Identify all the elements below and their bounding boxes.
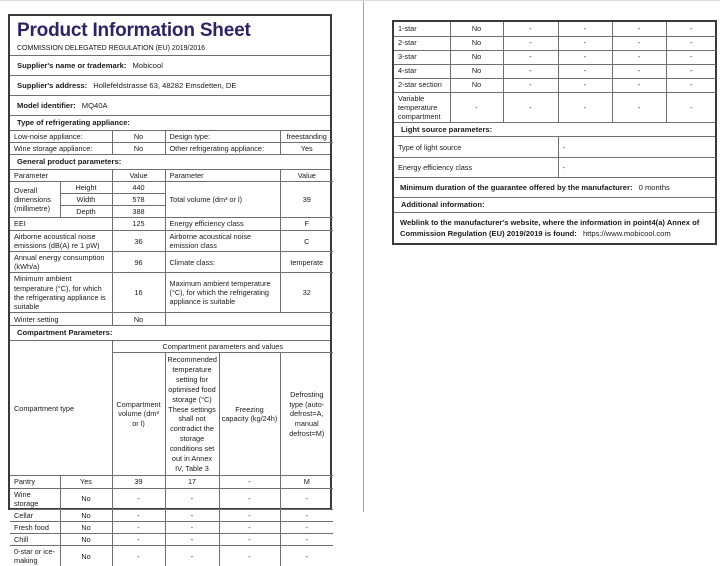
cell-label: Low-noise appliance: — [10, 131, 112, 143]
additional-information-header: Additional information: — [394, 198, 715, 212]
guarantee-label: Minimum duration of the guarantee offered by the manufacturer: — [400, 183, 633, 193]
compartment-row — [10, 476, 333, 488]
cell-value: - — [503, 78, 558, 92]
cell-value: - — [219, 546, 280, 566]
cell-label: Energy efficiency class — [394, 157, 558, 177]
product-information-sheet — [8, 14, 332, 566]
cell-value: - — [503, 36, 558, 50]
model-identifier-label: Model identifier: — [17, 101, 76, 111]
cell-value: F — [280, 217, 333, 230]
cell-value: No — [450, 22, 503, 36]
type-table-section — [10, 131, 330, 155]
cell-value: - — [219, 488, 280, 509]
cell-value: - — [112, 509, 165, 521]
column-header: Parameter — [10, 170, 112, 182]
compartment-row — [394, 36, 716, 50]
cell-label: 2-star section — [394, 78, 450, 92]
compartment-row — [394, 64, 716, 78]
general-parameters-table — [10, 170, 333, 326]
cell-value: - — [503, 64, 558, 78]
supplier-name-value: Mobicool — [132, 61, 163, 70]
column-header: Compartment volume (dm³ or l) — [112, 353, 165, 476]
cell-value: - — [558, 22, 612, 36]
table-header-row — [10, 341, 333, 353]
cell-label: Other refrigerating appliance: — [165, 142, 280, 154]
regulation-subtitle: COMMISSION DELEGATED REGULATION (EU) 2019/2016 — [17, 45, 206, 52]
cell-label: Annual energy consumption (kWh/a) — [10, 252, 112, 273]
cell-value: No — [450, 78, 503, 92]
cell-value: 32 — [280, 273, 333, 312]
cell-value: - — [280, 521, 333, 533]
weblink-label: Weblink to the manufacturer's website, where the information in point4(a) Annex of Commission Regulation (EU) 2019/2019 is found: — [400, 217, 700, 238]
cell-value: No — [112, 312, 165, 325]
table-row — [10, 252, 333, 273]
cell-value: - — [112, 488, 165, 509]
cell-value: - — [558, 78, 612, 92]
cell-value: temperate — [280, 252, 333, 273]
compartment-parameters-table — [10, 341, 333, 566]
cell-value: 578 — [112, 193, 165, 205]
compartment-row — [394, 22, 716, 36]
cell-value: - — [503, 22, 558, 36]
cell-value: - — [558, 137, 716, 157]
cell-label: Design type: — [165, 131, 280, 143]
cell-value: No — [112, 131, 165, 143]
cell-value: - — [666, 22, 716, 36]
cell-label: Fresh food — [10, 521, 60, 533]
weblink-url: https://www.mobicool.com — [582, 228, 671, 238]
cell-label: Wine storage appliance: — [10, 142, 112, 154]
group-header: Compartment parameters and values — [112, 341, 333, 353]
cell-label: Wine storage — [10, 488, 60, 509]
cell-value: - — [165, 488, 219, 509]
cell-value: - — [165, 533, 219, 545]
star-table-section — [394, 22, 715, 123]
cell-value: No — [450, 36, 503, 50]
cell-value: - — [450, 92, 503, 122]
cell-value: - — [280, 488, 333, 509]
cell-value: No — [60, 488, 112, 509]
table-row — [10, 230, 333, 251]
cell-value: - — [165, 521, 219, 533]
cell-value: 125 — [112, 217, 165, 230]
cell-value: - — [558, 92, 612, 122]
cell-label: 0-star or ice-making — [10, 546, 60, 566]
compartment-row — [10, 509, 333, 521]
guarantee-row — [394, 178, 715, 198]
weblink-row — [394, 213, 715, 243]
cell-label: 2-star — [394, 36, 450, 50]
compartment-row — [10, 521, 333, 533]
compartment-row — [394, 50, 716, 64]
cell-label: 1-star — [394, 22, 450, 36]
compartment-row — [10, 533, 333, 545]
page-title: Product Information Sheet — [17, 20, 251, 41]
cell-value: C — [280, 230, 333, 251]
cell-value: - — [112, 521, 165, 533]
table-row — [10, 217, 333, 230]
cell-value: - — [666, 78, 716, 92]
column-header: Value — [112, 170, 165, 182]
compartment-row — [10, 488, 333, 509]
compartment-row — [394, 78, 716, 92]
cell-value: - — [558, 36, 612, 50]
compartment-row — [10, 546, 333, 566]
cell-value: 96 — [112, 252, 165, 273]
cell-value: - — [503, 92, 558, 122]
general-section-header: General product parameters: — [10, 155, 330, 169]
compartment-row — [394, 92, 716, 122]
column-header: Parameter — [165, 170, 280, 182]
page-column-divider — [363, 1, 364, 512]
type-table — [10, 131, 333, 154]
cell-value: 16 — [112, 273, 165, 312]
cell-value: Yes — [280, 142, 333, 154]
light-source-table-section — [394, 137, 715, 178]
cell-label: Airborne acoustical noise emissions (dB(A) re 1 pW) — [10, 230, 112, 251]
cell-value: 17 — [165, 476, 219, 488]
cell-value: - — [558, 50, 612, 64]
guarantee-value: 0 months — [638, 183, 670, 193]
compartment-table-section — [10, 341, 330, 566]
cell-value: - — [280, 533, 333, 545]
cell-value: Yes — [60, 476, 112, 488]
cell-value: - — [280, 546, 333, 566]
cell-value: - — [612, 78, 666, 92]
light-source-section-header: Light source parameters: — [394, 123, 715, 137]
cell-label: Chill — [10, 533, 60, 545]
cell-value: - — [666, 36, 716, 50]
cell-value: No — [450, 50, 503, 64]
cell-value: - — [165, 546, 219, 566]
supplier-address-value: Hollefeldstrasse 63, 48282 Emsdetten, DE — [93, 81, 237, 91]
table-row — [10, 181, 333, 193]
cell-label: Pantry — [10, 476, 60, 488]
cell-value: freestanding — [280, 131, 333, 143]
cell-label: Total volume (dm³ or l) — [165, 181, 280, 217]
cell-label: Winter setting — [10, 312, 112, 325]
cell-label: Variable temperature compartment — [394, 92, 450, 122]
title-block — [10, 16, 330, 56]
table-row — [394, 157, 716, 177]
column-header: Freezing capacity (kg/24h) — [219, 353, 280, 476]
product-information-sheet-continued — [392, 20, 717, 245]
cell-label: 3-star — [394, 50, 450, 64]
cell-label: Energy efficiency class — [165, 217, 280, 230]
star-compartment-table — [394, 22, 716, 122]
column-header: Value — [280, 170, 333, 182]
cell-value: - — [219, 509, 280, 521]
supplier-address-row — [10, 76, 330, 96]
cell-value: - — [219, 476, 280, 488]
cell-value: No — [112, 142, 165, 154]
cell-value: No — [60, 521, 112, 533]
cell-value: 440 — [112, 181, 165, 193]
cell-value: 36 — [112, 230, 165, 251]
cell-value: - — [612, 50, 666, 64]
cell-value: - — [112, 546, 165, 566]
cell-value: - — [112, 533, 165, 545]
supplier-name-row — [10, 56, 330, 76]
cell-label: Height — [60, 181, 112, 193]
cell-value: 39 — [280, 181, 333, 217]
cell-label: 4-star — [394, 64, 450, 78]
cell-value: M — [280, 476, 333, 488]
table-row — [10, 131, 333, 143]
cell-value: No — [60, 533, 112, 545]
cell-value: - — [612, 92, 666, 122]
cell-label: Airborne acoustical noise emission class — [165, 230, 280, 251]
cell-value: 39 — [112, 476, 165, 488]
cell-value: No — [60, 509, 112, 521]
column-header: Compartment type — [10, 341, 112, 476]
cell-label: Depth — [60, 205, 112, 217]
cell-value: - — [280, 509, 333, 521]
table-row — [10, 273, 333, 312]
cell-value: - — [165, 509, 219, 521]
cell-label: Overall dimensions (millimetre) — [10, 181, 60, 217]
cell-value: - — [612, 36, 666, 50]
cell-label: Climate class: — [165, 252, 280, 273]
supplier-address-label: Supplier's address: — [17, 81, 88, 91]
cell-label: EEI — [10, 217, 112, 230]
cell-value: - — [558, 157, 716, 177]
cell-value: No — [450, 64, 503, 78]
light-source-table — [394, 137, 716, 177]
cell-label: Width — [60, 193, 112, 205]
table-header-row — [10, 170, 333, 182]
type-section-header: Type of refrigerating appliance: — [10, 116, 330, 130]
cell-label: Cellar — [10, 509, 60, 521]
model-identifier-row — [10, 96, 330, 116]
table-row — [10, 312, 333, 325]
cell-value: - — [219, 533, 280, 545]
cell-value: - — [612, 22, 666, 36]
cell-empty — [165, 312, 333, 325]
supplier-name-label: Supplier's name or trademark: — [17, 61, 127, 70]
cell-value: - — [219, 521, 280, 533]
cell-value: - — [666, 64, 716, 78]
cell-label: Type of light source — [394, 137, 558, 157]
cell-value: 388 — [112, 205, 165, 217]
cell-value: - — [558, 64, 612, 78]
cell-value: - — [503, 50, 558, 64]
column-header: Recommended temperature setting for optimised food storage (°C) These settings shall not contradict the storage conditions set out in Annex IV, Table 3 — [165, 353, 219, 476]
model-identifier-value: MQ40A — [81, 101, 108, 111]
general-table-section — [10, 170, 330, 327]
compartment-section-header: Compartment Parameters: — [10, 326, 330, 340]
cell-value: - — [666, 50, 716, 64]
table-row — [10, 142, 333, 154]
cell-value: No — [60, 546, 112, 566]
cell-value: - — [666, 92, 716, 122]
cell-label: Minimum ambient temperature (°C), for which the refrigerating appliance is suitable — [10, 273, 112, 312]
table-row — [394, 137, 716, 157]
cell-value: - — [612, 64, 666, 78]
column-header: Defrosting type (auto-defrost=A, manual defrost=M) — [280, 353, 333, 476]
cell-label: Maximum ambient temperature (°C), for which the refrigerating appliance is suitable — [165, 273, 280, 312]
